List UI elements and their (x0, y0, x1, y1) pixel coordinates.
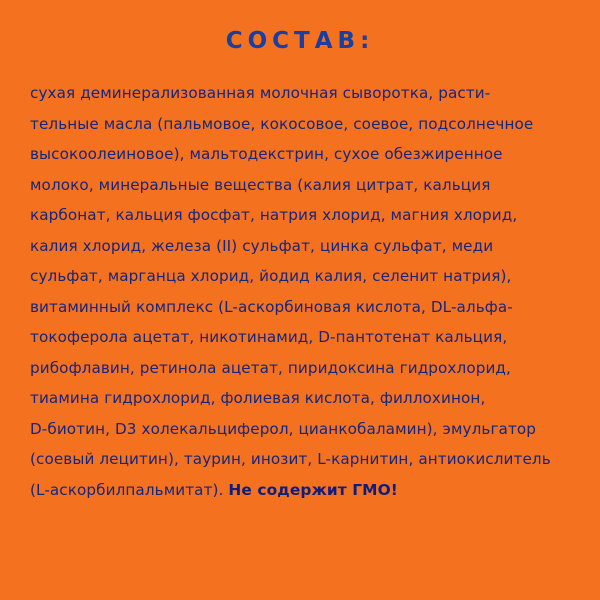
ingredients-line: токоферола ацетат, никотинамид, D-пантотенат кальция, (30, 328, 508, 346)
ingredients-line: высокоолеиновое), мальтодекстрин, сухое обезжиренное (30, 145, 503, 163)
ingredients-line: калия хлорид, железа (II) сульфат, цинка сульфат, меди (30, 236, 494, 255)
ingredients-line: D-биотин, D3 холекальциферол, цианкобаламин), эмульгатор (30, 419, 537, 438)
ingredients-line: рибофлавин, ретинола ацетат, пиридоксина гидрохлорид, (30, 358, 511, 377)
ingredients-line: сульфат, марганца хлорид, йодид калия, селенит натрия), (30, 267, 512, 285)
ingredients-line: карбонат, кальция фосфат, натрия хлорид, магния хлорид, (30, 206, 518, 224)
ingredients-last-line (30, 475, 575, 506)
page-title: СОСТАВ: (225, 28, 375, 54)
ingredients-line: тельные масла (пальмовое, кокосовое, соевое, подсолнечное (30, 114, 534, 133)
ingredients-line-prefix: (L-аскорбилпальмитат). (30, 480, 224, 499)
ingredients-line: тиамина гидрохлорид, фолиевая кислота, филлохинон, (30, 389, 486, 407)
ingredients-text (30, 78, 575, 505)
ingredients-line: сухая деминерализованная молочная сыворотка, расти- (30, 84, 491, 102)
ingredients-line: молоко, минеральные вещества (калия цитрат, кальция (30, 175, 491, 194)
ingredients-line: (соевый лецитин), таурин, инозит, L-карнитин, антиокислитель (30, 450, 551, 468)
ingredients-line: витаминный комплекс (L-аскорбиновая кислота, DL-альфа- (30, 297, 513, 316)
gmo-free-note: Не содержит ГМО! (228, 480, 398, 499)
